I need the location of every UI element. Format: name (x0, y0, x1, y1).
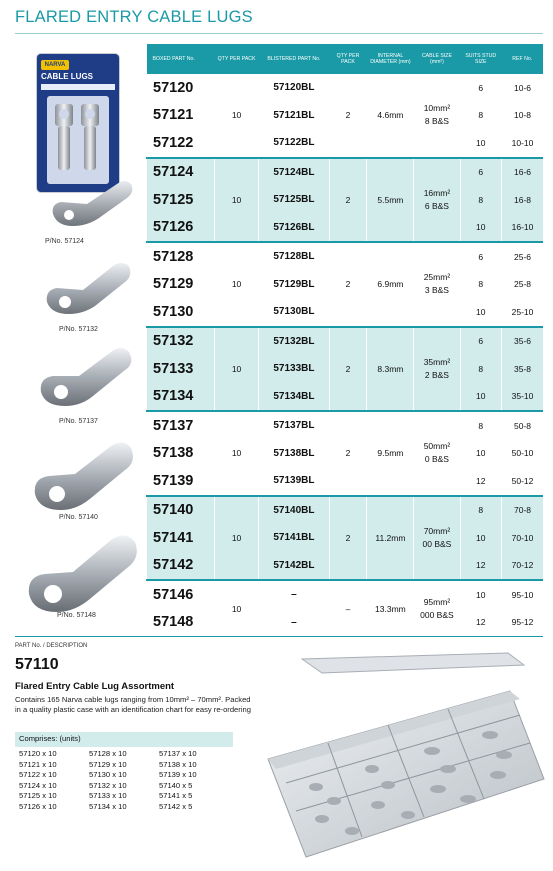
blistered-part-number: – (259, 580, 329, 609)
boxed-part-number: 57129 (147, 271, 215, 299)
qty-per-pack: 10 (214, 580, 259, 636)
cable-size-line: 25mm² (423, 272, 451, 283)
qty-per-pack: 10 (214, 411, 259, 496)
blistered-part-number: 57140BL (259, 496, 329, 525)
cable-size-line: 00 B&S (422, 538, 452, 549)
comprises-label: Comprises: (units) (15, 732, 233, 747)
blistered-part-number: 57129BL (259, 271, 329, 299)
cable-size-line: 000 B&S (420, 609, 454, 620)
stud-size: 10 (460, 580, 501, 609)
stud-size: 10 (460, 214, 501, 243)
internal-diameter: 11.2mm (367, 496, 414, 581)
image-caption: P/No. 57137 (59, 418, 98, 425)
ref-number: 25-6 (501, 242, 543, 271)
cable-size (414, 242, 460, 327)
boxed-part-number: 57128 (147, 242, 215, 271)
blistered-part-number: 57126BL (259, 214, 329, 243)
stud-size: 6 (460, 327, 501, 356)
stud-size: 8 (460, 496, 501, 525)
stud-size: 12 (460, 467, 501, 496)
blister-qty-per-pack: 2 (329, 411, 367, 496)
boxed-part-number: 57130 (147, 298, 215, 327)
ref-number: 50-8 (501, 411, 543, 440)
qty-per-pack: 10 (214, 74, 259, 158)
blister-qty-per-pack: 2 (329, 158, 367, 243)
ref-number: 10-8 (501, 102, 543, 130)
ref-number: 35-10 (501, 383, 543, 412)
cable-lug-57137-image (35, 340, 139, 414)
comprises-item: 57128 x 10 (89, 749, 127, 758)
boxed-part-number: 57122 (147, 129, 215, 158)
table-row (147, 242, 544, 271)
cable-size-line: 70mm² (423, 525, 451, 536)
blister-qty-per-pack: 2 (329, 242, 367, 327)
table-body (147, 74, 544, 636)
page-title: FLARED ENTRY CABLE LUGS (15, 8, 253, 26)
stud-size: 10 (460, 524, 501, 552)
cable-size-line: 35mm² (423, 356, 451, 367)
qty-per-pack: 10 (214, 242, 259, 327)
ref-number: 70-10 (501, 524, 543, 552)
boxed-part-number: 57133 (147, 355, 215, 383)
blister-pack-image (37, 54, 119, 192)
comprises-item: 57140 x 5 (159, 780, 193, 790)
col-qty-per-pack: QTY PER PACK (214, 44, 259, 74)
cable-lug-57140-image (29, 434, 141, 518)
cable-size-line: 2 B&S (424, 369, 449, 380)
assortment-part-number: 57110 (15, 656, 59, 673)
cable-size-line: 3 B&S (424, 285, 449, 296)
cable-size-line: 0 B&S (424, 454, 449, 465)
blistered-part-number: 57122BL (259, 129, 329, 158)
stud-size: 6 (460, 74, 501, 102)
boxed-part-number: 57124 (147, 158, 215, 187)
boxed-part-number: 57148 (147, 609, 215, 637)
ref-number: 70-12 (501, 552, 543, 581)
table-row (147, 580, 544, 609)
cable-size-line: 8 B&S (424, 116, 449, 127)
qty-per-pack: 10 (214, 327, 259, 412)
blistered-part-number: 57139BL (259, 467, 329, 496)
col-blistered-part: BLISTERED PART No. (259, 44, 329, 74)
boxed-part-number: 57121 (147, 102, 215, 130)
cable-size-line: 50mm² (423, 441, 451, 452)
comprises-item: 57122 x 10 (19, 770, 57, 780)
ref-number: 10-10 (501, 129, 543, 158)
stud-size: 8 (460, 102, 501, 130)
blistered-part-number: 57133BL (259, 355, 329, 383)
cable-size-line: 10mm² (423, 103, 451, 114)
col-stud-size: SUITS STUD SIZE (460, 44, 501, 74)
comprises-box (15, 732, 233, 813)
internal-diameter: 4.6mm (367, 74, 414, 158)
ref-number: 95-12 (501, 609, 543, 637)
comprises-item: 57139 x 10 (159, 770, 197, 780)
boxed-part-number: 57138 (147, 440, 215, 468)
blistered-part-number: 57128BL (259, 242, 329, 271)
blistered-part-number: 57141BL (259, 524, 329, 552)
blistered-part-number: 57142BL (259, 552, 329, 581)
comprises-item: 57141 x 5 (159, 791, 193, 801)
comprises-list (15, 747, 233, 813)
stud-size: 8 (460, 355, 501, 383)
blistered-part-number: 57138BL (259, 440, 329, 468)
blister-qty-per-pack: 2 (329, 74, 367, 158)
col-qty-per-pack-blister: QTY PER PACK (329, 44, 367, 74)
blistered-part-number: 57120BL (259, 74, 329, 102)
cable-lug-57148-image (23, 526, 145, 622)
cable-size-line: 95mm² (423, 596, 451, 607)
boxed-part-number: 57140 (147, 496, 215, 525)
stud-size: 8 (460, 271, 501, 299)
blistered-part-number: 57137BL (259, 411, 329, 440)
ref-number: 35-8 (501, 355, 543, 383)
ref-number: 16-10 (501, 214, 543, 243)
boxed-part-number: 57125 (147, 186, 215, 214)
title-divider (15, 33, 543, 34)
blister-qty-per-pack: 2 (329, 327, 367, 412)
qty-per-pack: 10 (214, 496, 259, 581)
image-caption: P/No. 57140 (59, 514, 98, 521)
comprises-item: 57126 x 10 (19, 801, 57, 811)
table-row (147, 327, 544, 356)
stud-size: 10 (460, 298, 501, 327)
col-internal-diameter: INTERNAL DIAMETER (mm) (367, 44, 414, 74)
assortment-description: Contains 165 Narva cable lugs ranging from 10mm² – 70mm². Packed in a quality plastic case with an identification chart for easy re-ordering (15, 695, 251, 715)
stud-size: 12 (460, 609, 501, 637)
brand-logo: NARVA (41, 60, 69, 70)
boxed-part-number: 57141 (147, 524, 215, 552)
blistered-part-number: 57130BL (259, 298, 329, 327)
stud-size: 10 (460, 129, 501, 158)
blister-qty-per-pack: – (329, 580, 367, 636)
boxed-part-number: 57126 (147, 214, 215, 243)
stud-size: 8 (460, 411, 501, 440)
boxed-part-number: 57137 (147, 411, 215, 440)
stud-size: 6 (460, 242, 501, 271)
stud-size: 8 (460, 186, 501, 214)
ref-number: 95-10 (501, 580, 543, 609)
internal-diameter: 9.5mm (367, 411, 414, 496)
pack-label: CABLE LUGS (41, 72, 93, 81)
product-images (15, 44, 145, 636)
description-heading: PART No. / DESCRIPTION (15, 643, 88, 649)
cable-lug-57124-image (47, 174, 139, 234)
comprises-item: 57138 x 10 (159, 759, 197, 769)
stud-size: 6 (460, 158, 501, 187)
blistered-part-number: 57121BL (259, 102, 329, 130)
col-cable-size: CABLE SIZE (mm²) (414, 44, 460, 74)
comprises-item: 57132 x 10 (89, 780, 127, 790)
col-ref-no: REF No. (501, 44, 543, 74)
comprises-item: 57129 x 10 (89, 759, 127, 769)
image-caption: P/No. 57132 (59, 326, 98, 333)
comprises-item: 57133 x 10 (89, 791, 127, 801)
cable-size-line: 6 B&S (424, 200, 449, 211)
stud-size: 12 (460, 552, 501, 581)
stud-size: 10 (460, 383, 501, 412)
comprises-item: 57125 x 10 (19, 791, 57, 801)
assortment-case-image (262, 651, 548, 859)
ref-number: 16-6 (501, 158, 543, 187)
blistered-part-number: 57125BL (259, 186, 329, 214)
boxed-part-number: 57146 (147, 580, 215, 609)
comprises-item: 57137 x 10 (159, 749, 197, 758)
cable-size (414, 496, 460, 581)
comprises-item: 57130 x 10 (89, 770, 127, 780)
assortment-title: Flared Entry Cable Lug Assortment (15, 681, 175, 692)
cable-size (414, 74, 460, 158)
boxed-part-number: 57120 (147, 74, 215, 102)
boxed-part-number: 57134 (147, 383, 215, 412)
boxed-part-number: 57139 (147, 467, 215, 496)
cable-lug-spec-table (146, 44, 543, 636)
internal-diameter: 5.5mm (367, 158, 414, 243)
table-header-row (147, 44, 544, 74)
ref-number: 10-6 (501, 74, 543, 102)
comprises-item: 57120 x 10 (19, 749, 57, 758)
blistered-part-number: 57134BL (259, 383, 329, 412)
image-caption: P/No. 57124 (45, 238, 84, 245)
cable-size (414, 158, 460, 243)
stud-size: 10 (460, 440, 501, 468)
cable-lug-57132-image (41, 256, 137, 322)
ref-number: 25-10 (501, 298, 543, 327)
table-row (147, 496, 544, 525)
comprises-item: 57121 x 10 (19, 759, 57, 769)
cable-size (414, 327, 460, 412)
internal-diameter: 6.9mm (367, 242, 414, 327)
table-row (147, 411, 544, 440)
ref-number: 35-6 (501, 327, 543, 356)
ref-number: 70-8 (501, 496, 543, 525)
col-boxed-part: BOXED PART No. (147, 44, 215, 74)
boxed-part-number: 57132 (147, 327, 215, 356)
internal-diameter: 13.3mm (367, 580, 414, 636)
comprises-item: 57134 x 10 (89, 801, 127, 811)
comprises-item: 57124 x 10 (19, 780, 57, 790)
cable-size-line: 16mm² (423, 187, 451, 198)
blister-qty-per-pack: 2 (329, 496, 367, 581)
image-caption: P/No. 57148 (57, 612, 96, 619)
table-row (147, 74, 544, 102)
boxed-part-number: 57142 (147, 552, 215, 581)
blistered-part-number: 57124BL (259, 158, 329, 187)
section-divider (15, 636, 543, 637)
comprises-item: 57142 x 5 (159, 801, 193, 811)
blistered-part-number: – (259, 609, 329, 637)
qty-per-pack: 10 (214, 158, 259, 243)
internal-diameter: 8.3mm (367, 327, 414, 412)
ref-number: 50-10 (501, 440, 543, 468)
ref-number: 16-8 (501, 186, 543, 214)
blistered-part-number: 57132BL (259, 327, 329, 356)
ref-number: 25-8 (501, 271, 543, 299)
cable-size (414, 580, 460, 636)
cable-size (414, 411, 460, 496)
ref-number: 50-12 (501, 467, 543, 496)
table-row (147, 158, 544, 187)
